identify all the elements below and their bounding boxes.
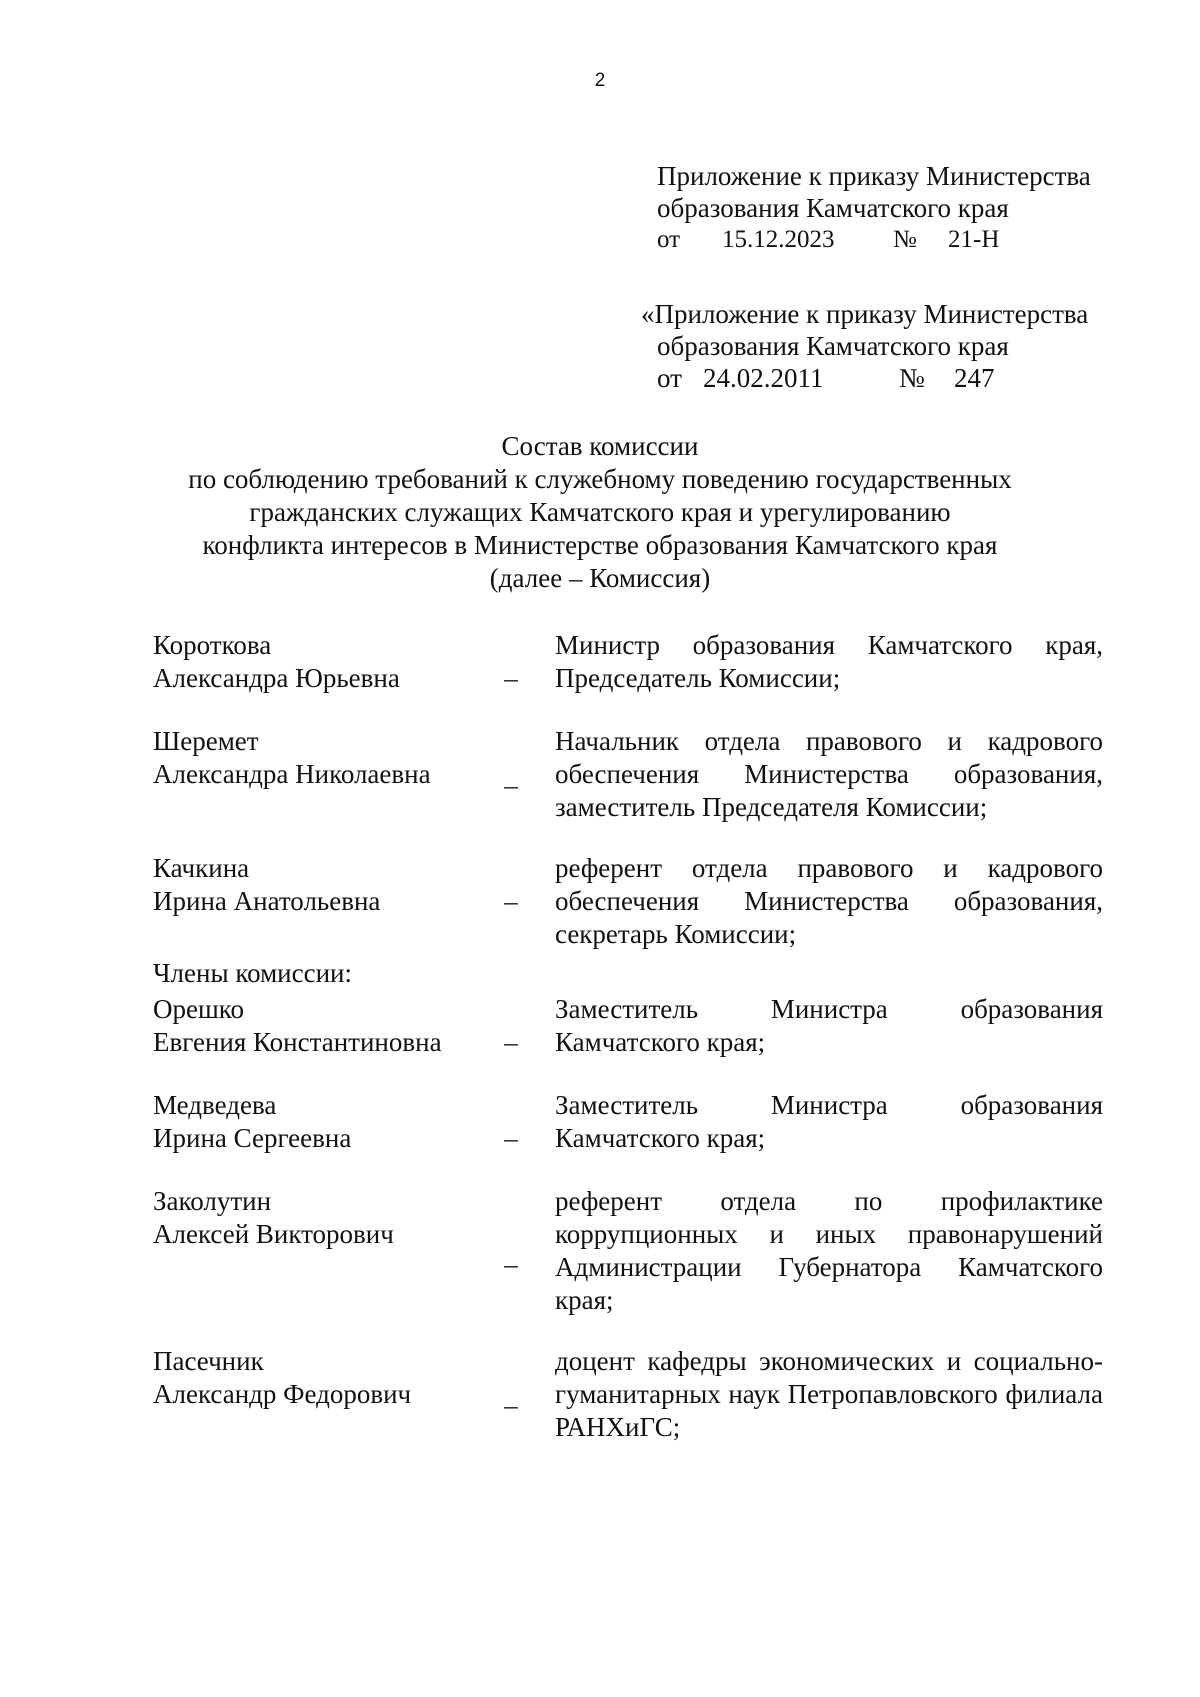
member-role: референт отдела по профилактике коррупционных и иных правонарушений Администрации Губернатора Камчатского края; (555, 1186, 1103, 1315)
member-role: Начальник отдела правового и кадрового обеспечения Министерства образования, заместитель Председателя Комиссии; (555, 726, 1103, 822)
date-prefix: от (657, 363, 682, 393)
member-surname: Пасечник (153, 1346, 264, 1376)
member-surname: Шеремет (153, 726, 259, 756)
member-role: доцент кафедры экономических и социально-гуманитарных наук Петропавловского филиала РАНХиГС; (555, 1346, 1103, 1442)
member-entry (153, 629, 1103, 699)
title-line: гражданских служащих Камчатского края и урегулированию (249, 497, 951, 527)
member-surname: Медведева (153, 1090, 277, 1120)
member-dash: – (504, 770, 518, 800)
member-surname: Заколутин (153, 1186, 272, 1216)
order-date: 24.02.2011 (703, 363, 824, 393)
appendix-date-line (641, 362, 1088, 394)
appendix-date-line (657, 224, 1091, 256)
member-surname: Короткова (153, 630, 272, 660)
number-sign: № (899, 363, 925, 393)
member-surname: Качкина (153, 853, 250, 883)
member-name (153, 852, 483, 918)
member-surname: Орешко (153, 994, 245, 1024)
member-role: референт отдела правового и кадрового обеспечения Министерства образования, секретарь Комиссии; (555, 853, 1103, 949)
member-given-name: Ирина Анатольевна (153, 886, 381, 916)
member-name (153, 993, 483, 1059)
member-dash: – (504, 663, 518, 693)
member-dash: – (504, 1390, 518, 1420)
title-line: (далее – Комиссия) (489, 563, 711, 593)
member-name (153, 1345, 483, 1411)
member-name (153, 1089, 483, 1155)
order-number: 247 (954, 363, 995, 393)
members-heading: Члены комиссии: (153, 958, 352, 988)
appendix-line-1: Приложение к приказу Министерства (657, 161, 1091, 191)
appendix-header-new (657, 160, 1091, 256)
member-entry (153, 725, 1103, 825)
member-given-name: Александр Федорович (153, 1379, 412, 1409)
member-entry (153, 852, 1103, 952)
member-name (153, 725, 483, 791)
member-given-name: Александра Николаевна (153, 759, 431, 789)
number-sign: № (893, 226, 917, 253)
member-entry (153, 993, 1103, 1063)
member-role: Министр образования Камчатского края, Председатель Комиссии; (555, 630, 1103, 693)
member-given-name: Ирина Сергеевна (153, 1123, 352, 1153)
page-number: 2 (594, 70, 606, 91)
member-name (153, 1185, 483, 1251)
order-date: 15.12.2023 (722, 226, 835, 253)
member-dash: – (504, 1027, 518, 1057)
member-entry (153, 1185, 1103, 1317)
member-name (153, 629, 483, 695)
title-line: конфликта интересов в Министерстве образования Камчатского края (202, 530, 998, 560)
member-given-name: Александра Юрьевна (153, 663, 400, 693)
appendix-line-1: «Приложение к приказу Министерства (641, 299, 1089, 329)
member-entry (153, 1345, 1103, 1445)
appendix-header-original (641, 298, 1088, 394)
member-dash: – (504, 1123, 518, 1153)
title-line: по соблюдению требований к служебному поведению государственных (188, 464, 1012, 494)
order-number: 21-Н (948, 226, 1000, 253)
appendix-line-2: образования Камчатского края (657, 331, 1009, 361)
title-line: Состав комиссии (501, 431, 699, 461)
member-role: Заместитель Министра образования Камчатского края; (555, 994, 1103, 1057)
document-title (150, 430, 1050, 595)
member-given-name: Алексей Викторович (153, 1219, 394, 1249)
member-role: Заместитель Министра образования Камчатского края; (555, 1090, 1103, 1153)
appendix-line-2: образования Камчатского края (657, 193, 1009, 223)
member-dash: – (504, 886, 518, 916)
member-dash: – (504, 1249, 518, 1279)
member-given-name: Евгения Константиновна (153, 1027, 442, 1057)
date-prefix: от (657, 226, 681, 253)
member-entry (153, 1089, 1103, 1159)
